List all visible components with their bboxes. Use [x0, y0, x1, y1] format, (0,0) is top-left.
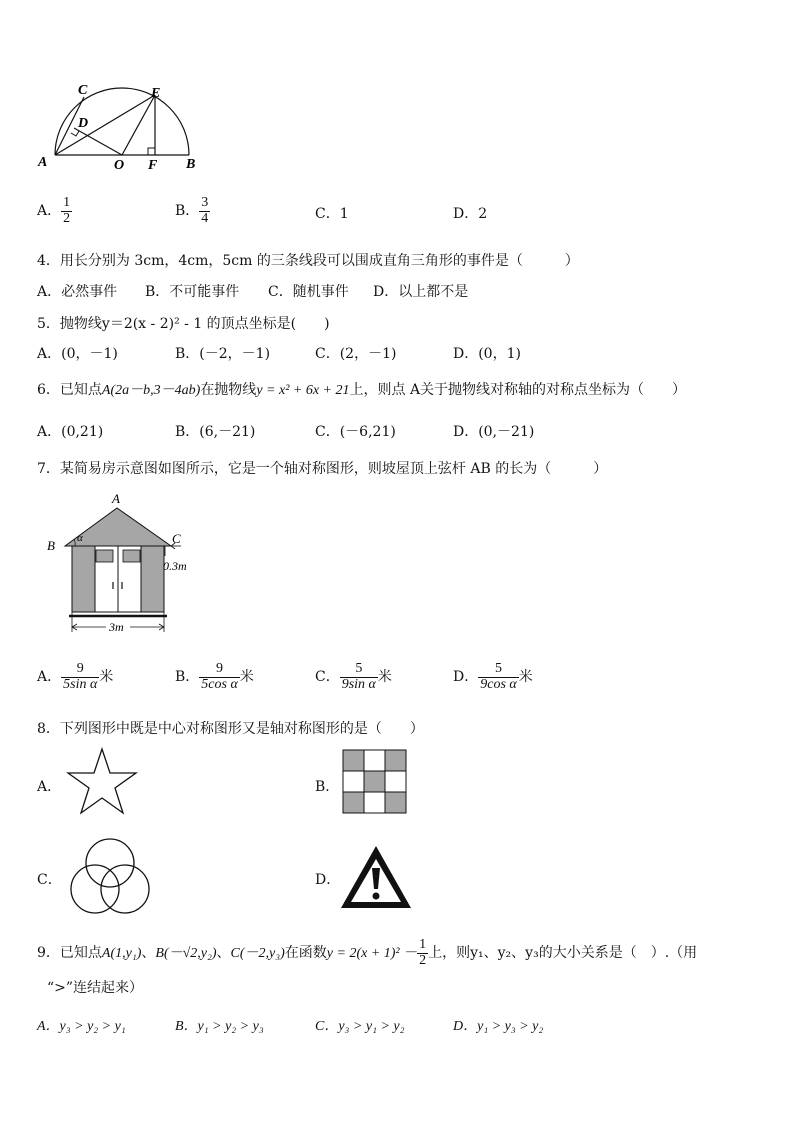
semicircle-figure — [30, 78, 220, 178]
q3-option-b[interactable]: B． $\frac{3}{4}$ — [175, 195, 209, 226]
q4-option-d[interactable]: D．以上都不是 — [373, 284, 469, 300]
q3-option-a[interactable]: A． $\frac{1}{2}$ — [37, 195, 71, 226]
q5-option-b[interactable]: B．(－2，－1) — [175, 346, 271, 362]
label-O: O — [114, 158, 125, 173]
label-alpha: α — [77, 532, 83, 544]
label-E: E — [151, 86, 161, 101]
q9-stem-line2: “>”连结起来） — [47, 980, 144, 996]
house-figure — [40, 488, 210, 638]
q8-option-b[interactable]: B． — [315, 779, 340, 795]
q6-stem: 6．已知点A(2a－b,3－4ab)在抛物线y = x² + 6x + 21上，则点 A关于抛物线对称轴的对称点坐标为（ ） — [37, 382, 687, 398]
q6-option-a[interactable]: A．(0,21) — [37, 424, 104, 440]
q9-option-d[interactable]: D．y₁ > y₃ > y₂ — [453, 1019, 544, 1034]
label-A: A — [38, 155, 48, 170]
q9-stem: 9．已知点A(1,y₁)、B(－√2,y₂)、C(－2,y₃)在函数y = 2(x + 1)² － $\frac{1}{2}$ 上，则y₁、y₂、y₃的大小关系是（ ）.（用 — [37, 937, 698, 968]
q7-stem: 7．某简易房示意图如图所示，它是一个轴对称图形，则坡屋顶上弦杆 AB 的长为（ ） — [37, 461, 608, 477]
q5-option-a[interactable]: A．(0，－1) — [37, 346, 118, 362]
label-width: 3m — [109, 620, 124, 634]
q3-option-d[interactable]: D．2 — [453, 206, 488, 222]
label-B: B — [186, 157, 196, 172]
grid-figure — [342, 749, 408, 815]
q4-stem: 4．用长分别为 3cm，4cm，5cm 的三条线段可以围成直角三角形的事件是（ ） — [37, 253, 579, 269]
q7-option-b[interactable]: B． $\frac{9}{\text{5cos α}}$ 米 — [175, 661, 254, 692]
warning-triangle-figure — [338, 842, 414, 912]
q8-option-c[interactable]: C． — [37, 872, 62, 888]
q7-option-c[interactable]: C． $\frac{5}{\text{9sin α}}$ 米 — [315, 661, 392, 692]
q5-stem: 5．抛物线y＝2(x - 2)² - 1 的顶点坐标是( ) — [37, 316, 330, 332]
label-F: F — [148, 158, 158, 173]
q8-stem: 8．下列图形中既是中心对称图形又是轴对称图形的是（ ） — [37, 721, 424, 737]
q7-option-d[interactable]: D． $\frac{5}{\text{9cos α}}$ 米 — [453, 661, 533, 692]
q9-option-b[interactable]: B．y₁ > y₂ > y₃ — [175, 1019, 264, 1034]
q8-option-d[interactable]: D． — [315, 872, 341, 888]
label-D: D — [78, 116, 89, 131]
q9-option-c[interactable]: C．y₃ > y₁ > y₂ — [315, 1019, 405, 1034]
q3-option-c[interactable]: C．1 — [315, 206, 349, 222]
q5-option-d[interactable]: D．(0，1) — [453, 346, 521, 362]
label-C: C — [78, 83, 88, 98]
q5-option-c[interactable]: C．(2，－1) — [315, 346, 397, 362]
q7-option-a[interactable]: A． $\frac{9}{\text{5sin α}}$ 米 — [37, 661, 114, 692]
q4-option-c[interactable]: C．随机事件 — [268, 284, 349, 300]
star-figure — [66, 746, 138, 818]
q6-option-c[interactable]: C．(－6,21) — [315, 424, 396, 440]
q9-option-a[interactable]: A．y₃ > y₂ > y₁ — [37, 1019, 126, 1034]
q4-option-a[interactable]: A．必然事件 — [37, 284, 118, 300]
label-A: A — [112, 491, 120, 506]
label-C: C — [172, 531, 181, 546]
q6-option-b[interactable]: B．(6,－21) — [175, 424, 256, 440]
triquetra-figure — [64, 834, 156, 920]
label-overhang: 0.3m — [163, 559, 187, 573]
q8-option-a[interactable]: A． — [37, 779, 62, 795]
label-B: B — [47, 538, 55, 553]
q4-option-b[interactable]: B．不可能事件 — [145, 284, 240, 300]
q6-option-d[interactable]: D．(0,－21) — [453, 424, 535, 440]
